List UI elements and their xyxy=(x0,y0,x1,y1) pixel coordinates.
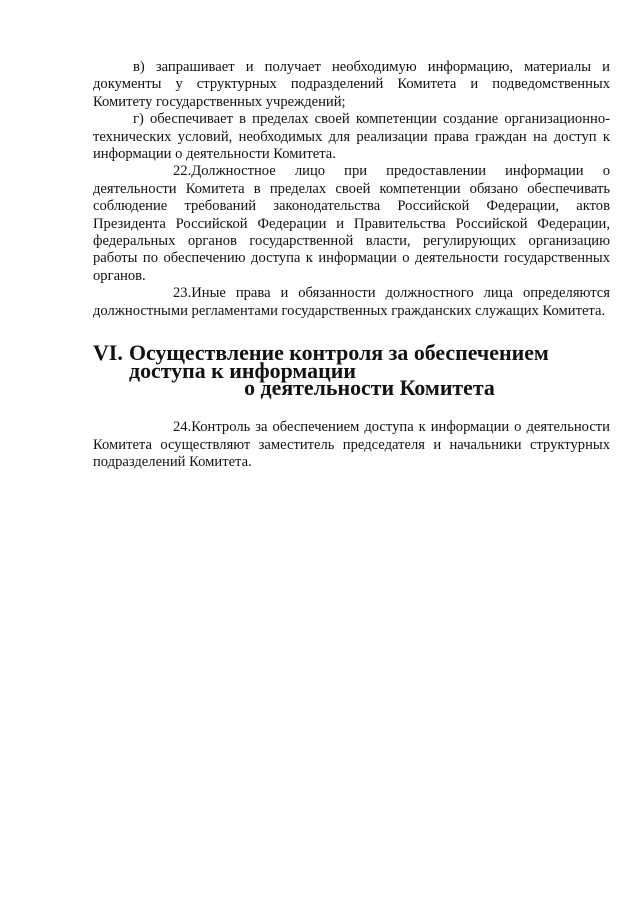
paragraph-number: 22. xyxy=(173,163,192,180)
paragraph-g xyxy=(93,111,610,163)
paragraph-24 xyxy=(93,419,610,471)
paragraph-text: Иные права и обязанности должностного лица определяются должностными регламентами государственных гражданских служащих Комитета. xyxy=(93,285,610,319)
section-number: VI. xyxy=(93,340,123,366)
paragraph-23 xyxy=(93,285,610,320)
section-title-line1: Осуществление контроля за обеспечением доступа к информации xyxy=(129,340,549,383)
paragraph-22 xyxy=(93,163,610,285)
paragraph-number: 24. xyxy=(173,419,192,436)
paragraph-text: Контроль за обеспечением доступа к информации о деятельности Комитета осуществляют заместитель председателя и начальники структурных подразделений Комитета. xyxy=(93,419,610,471)
paragraph-number: 23. xyxy=(173,285,192,302)
section-title-line2: о деятельности Комитета xyxy=(244,374,495,400)
document-page xyxy=(93,59,610,472)
paragraph-v xyxy=(93,59,610,111)
paragraph-text: г) обеспечивает в пределах своей компетенции создание организационно-технических условий, необходимых для реализации права граждан на доступ к информации о деятельности Комитета. xyxy=(93,111,610,163)
paragraph-text: Должностное лицо при предоставлении информации о деятельности Комитета в пределах своей компетенции обязано обеспечивать соблюдение требований законодательства Российской Федерации, актов Президента Российской Федерации и Правительства Российской Федерации, федеральных органов государственной власти, регулирующих организацию работы по обеспечению доступа к информации о деятельности государственных органов. xyxy=(93,163,610,284)
paragraph-text: в) запрашивает и получает необходимую информацию, материалы и документы у структурных подразделений Комитета и подведомственных Комитету государственных учреждений; xyxy=(93,59,610,110)
section-heading xyxy=(93,340,610,400)
